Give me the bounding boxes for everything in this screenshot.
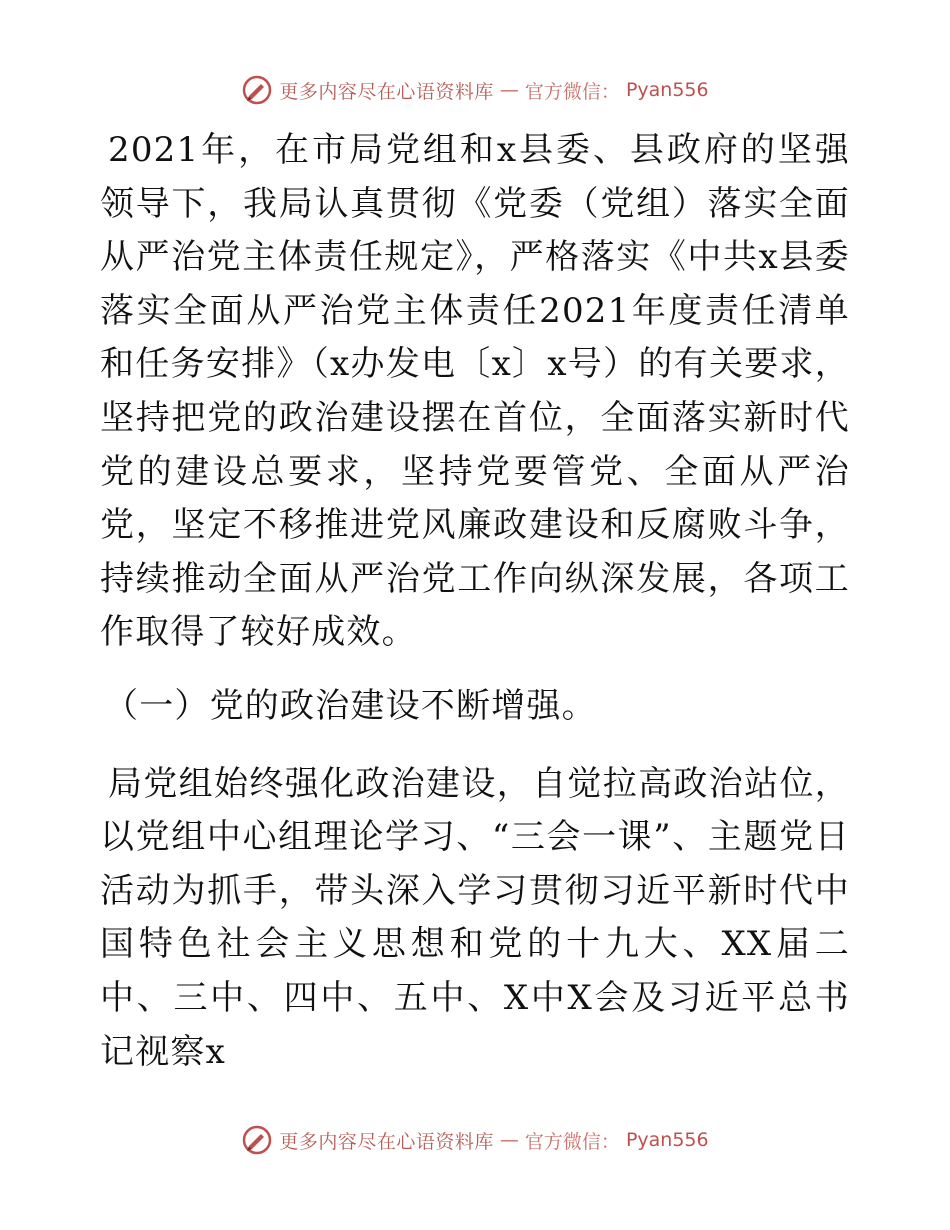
pen-logo-icon [241, 74, 273, 106]
watermark-text: 更多内容尽在心语资料库 [279, 80, 494, 103]
watermark-wechat-id: Pyan556 [625, 79, 709, 101]
footer-watermark [0, 1122, 950, 1158]
watermark-text: 更多内容尽在心语资料库 [279, 1130, 494, 1153]
document-body [100, 124, 850, 1079]
watermark-official-label: 官方微信： [524, 80, 620, 103]
header-watermark [0, 72, 950, 108]
watermark-official-label: 官方微信： [524, 1130, 620, 1153]
paragraph-intro: 2021年，在市局党组和x县委、县政府的坚强领导下，我局认真贯彻《党委（党组）落实全面从严治党主体责任规定》，严格落实《中共x县委落实全面从严治党主体责任2021年度责任清单和任务安排》（x办发电〔x〕x号）的有关要求，坚持把党的政治建设摆在首位，全面落实新时代党的建设总要求，坚持党要管党、全面从严治党，坚定不移推进党风廉政建设和反腐败斗争，持续推动全面从严治党工作向纵深发展，各项工作取得了较好成效。 [100, 130, 850, 653]
watermark-wechat-id: Pyan556 [625, 1129, 709, 1151]
paragraph-political-construction: 局党组始终强化政治建设，自觉拉高政治站位，以党组中心组理论学习、“三会一课”、主题党日活动为抓手，带头深入学习贯彻习近平新时代中国特色社会主义思想和党的十九大、XX届二中、三中、四中、五中、X中X会及习近平总书记视察x [100, 763, 850, 1072]
section-heading: （一）党的政治建设不断增强。 [104, 685, 597, 726]
watermark-dash: — [499, 1129, 519, 1151]
watermark-dash: — [499, 79, 519, 101]
pen-logo-icon [241, 1124, 273, 1156]
